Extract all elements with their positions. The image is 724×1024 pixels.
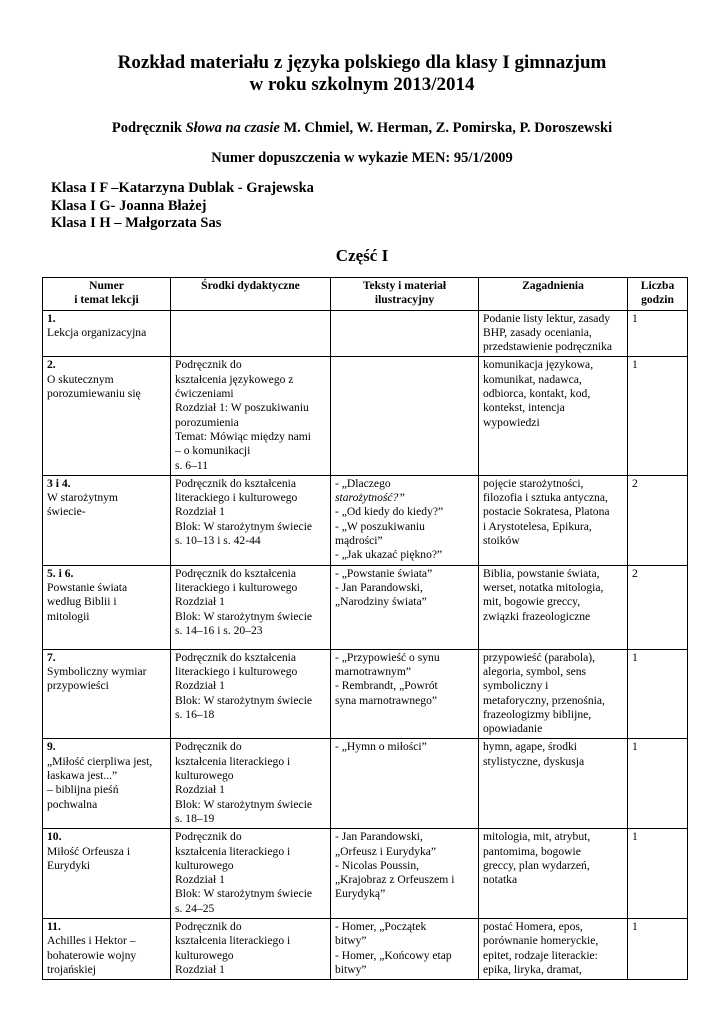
header-texts-materials: Teksty i materiał ilustracyjny: [331, 278, 479, 311]
teaching-means-line: – o komunikacji: [175, 444, 251, 458]
lesson-topic-line: świecie-: [47, 505, 86, 519]
texts-materials-cell: [331, 310, 479, 357]
texts-materials-line: - „Przypowieść o synu: [335, 650, 440, 664]
teaching-means-line: Blok: W starożytnym świecie: [175, 887, 313, 901]
issues-line: mitologia, mit, atrybut,: [483, 830, 591, 844]
issues-cell: [479, 475, 628, 565]
document-title: [0, 52, 724, 96]
lesson-topic-line: łaskawa jest...”: [47, 769, 118, 783]
class-line: Klasa I H – Małgorzata Sas: [51, 215, 222, 231]
teaching-means-line: kształcenia literackiego i: [175, 934, 291, 948]
part-heading: Część I: [335, 246, 389, 265]
teaching-means-cell: [171, 565, 331, 649]
teaching-means-line: Podręcznik do kształcenia: [175, 650, 297, 664]
teaching-means-line: Podręcznik do: [175, 830, 242, 844]
title-line-2: w roku szkolnym 2013/2014: [249, 74, 475, 95]
issues-line: przypowieść (parabola),: [483, 650, 596, 664]
teaching-means-line: Blok: W starożytnym świecie: [175, 609, 313, 623]
teaching-means-line: s. 18–19: [175, 811, 215, 825]
lesson-number-topic-cell: [43, 475, 171, 565]
hours-cell: [628, 357, 688, 475]
issues-cell: [479, 357, 628, 475]
lesson-number: 11.: [47, 919, 61, 933]
lesson-topic-line: porozumiewaniu się: [47, 387, 141, 401]
class-list: [51, 180, 314, 233]
lesson-topic-line: bohaterowie wojny: [47, 948, 137, 962]
teaching-means-line: Blok: W starożytnym świecie: [175, 797, 313, 811]
texts-materials-line: syna marnotrawnego”: [335, 693, 438, 707]
hours-value: 1: [632, 650, 638, 664]
texts-materials-cell: [331, 649, 479, 739]
hours-cell: [628, 475, 688, 565]
hours-cell: [628, 310, 688, 357]
header-issues: Zagadnienia: [479, 278, 628, 311]
texts-materials-line: marnotrawnym”: [335, 664, 411, 678]
teaching-means-line: Temat: Mówiąc między nami: [175, 429, 312, 443]
issues-line: kontekst, intencja: [483, 401, 565, 415]
issues-line: komunikat, nadawca,: [483, 372, 582, 386]
texts-materials-line: Eurydyką”: [335, 887, 386, 901]
teaching-means-line: Rozdział 1: [175, 679, 225, 693]
lesson-number: 7.: [47, 650, 56, 664]
hours-cell: [628, 649, 688, 739]
teaching-means-line: Blok: W starożytnym świecie: [175, 693, 313, 707]
table-row: [43, 739, 688, 829]
issues-line: Biblia, powstanie świata,: [483, 566, 600, 580]
issues-cell: [479, 918, 628, 979]
table-row: [43, 918, 688, 979]
issues-line: alegoria, symbol, sens: [483, 664, 587, 678]
texts-materials-cell: [331, 565, 479, 649]
texts-materials-cell: [331, 475, 479, 565]
issues-line: mit, bogowie greccy,: [483, 595, 581, 609]
teaching-means-line: Podręcznik do kształcenia: [175, 566, 297, 580]
lesson-number: 9.: [47, 740, 56, 754]
texts-materials-line: - Rembrandt, „Powrót: [335, 679, 438, 693]
table-header-row: [43, 278, 688, 311]
teaching-means-line: literackiego i kulturowego: [175, 491, 298, 505]
teaching-means-line: Rozdział 1: [175, 783, 225, 797]
texts-materials-line: - „Hymn o miłości”: [335, 740, 427, 754]
teaching-means-line: kulturowego: [175, 769, 234, 783]
lesson-number-topic-cell: [43, 649, 171, 739]
lesson-topic-line: według Biblii i: [47, 595, 117, 609]
lesson-number-topic-cell: [43, 565, 171, 649]
hours-value: 2: [632, 566, 638, 580]
issues-line: Podanie listy lektur, zasady: [483, 311, 611, 325]
hours-cell: [628, 918, 688, 979]
teaching-means-line: Rozdział 1: [175, 962, 225, 976]
issues-line: metaforyczny, przenośnia,: [483, 693, 605, 707]
texts-materials-cell: [331, 739, 479, 829]
issues-line: werset, notatka mitologia,: [483, 580, 604, 594]
table-row: [43, 310, 688, 357]
lesson-topic-line: Powstanie świata: [47, 580, 128, 594]
issues-line: greccy, plan wydarzeń,: [483, 858, 590, 872]
teaching-means-line: s. 16–18: [175, 707, 215, 721]
texts-materials-line: - „Powstanie świata”: [335, 566, 433, 580]
class-line: Klasa I G- Joanna Błażej: [51, 197, 207, 214]
lesson-number: 3 i 4.: [47, 476, 71, 490]
teaching-means-line: porozumienia: [175, 415, 239, 429]
texts-materials-line: - „Dlaczego: [335, 476, 391, 490]
lesson-topic-line: Lekcja organizacyjna: [47, 325, 147, 339]
texts-materials-line: - „Jak ukazać piękno?”: [335, 548, 443, 562]
issues-line: postać Homera, epos,: [483, 919, 583, 933]
teaching-means-line: Podręcznik do kształcenia: [175, 476, 297, 490]
issues-cell: [479, 649, 628, 739]
issues-line: odbiorca, kontakt, kod,: [483, 387, 591, 401]
texts-materials-line: - Homer, „Końcowy etap: [335, 948, 452, 962]
texts-materials-line: bitwy”: [335, 934, 367, 948]
approval-number: Numer dopuszczenia w wykazie MEN: 95/1/2009: [211, 150, 513, 166]
lesson-number-topic-cell: [43, 357, 171, 475]
lesson-topic-line: O skutecznym: [47, 372, 114, 386]
teaching-means-cell: [171, 739, 331, 829]
table-row: [43, 649, 688, 739]
texts-materials-cell: [331, 829, 479, 919]
header-hours: Liczba godzin: [628, 278, 688, 311]
hours-value: 1: [632, 830, 638, 844]
textbook-prefix: Podręcznik: [111, 120, 182, 136]
lesson-topic-line: pochwalna: [47, 797, 98, 811]
lesson-topic-line: – biblijna pieśń: [47, 783, 119, 797]
issues-line: wypowiedzi: [483, 415, 540, 429]
issues-line: związki frazeologiczne: [483, 609, 591, 623]
teaching-means-line: s. 6–11: [175, 458, 209, 472]
hours-value: 1: [632, 919, 638, 933]
issues-line: przedstawienie podręcznika: [483, 340, 613, 354]
header-teaching-means: Środki dydaktyczne: [171, 278, 331, 311]
issues-line: symboliczny i: [483, 679, 549, 693]
issues-line: epika, liryka, dramat,: [483, 962, 582, 976]
teaching-means-line: ćwiczeniami: [175, 387, 234, 401]
table-row: [43, 565, 688, 649]
lesson-topic-line: mitologii: [47, 609, 90, 623]
teaching-means-line: kształcenia literackiego i: [175, 844, 291, 858]
class-line: Klasa I F –Katarzyna Dublak - Grajewska: [51, 180, 314, 196]
hours-cell: [628, 829, 688, 919]
header-number-topic: Numer i temat lekcji: [43, 278, 171, 311]
teaching-means-line: Podręcznik do: [175, 919, 242, 933]
teaching-means-line: Rozdział 1: [175, 873, 225, 887]
teaching-means-cell: [171, 475, 331, 565]
teaching-means-line: literackiego i kulturowego: [175, 580, 298, 594]
texts-materials-line: - Jan Parandowski,: [335, 830, 423, 844]
issues-line: frazeologizmy biblijne,: [483, 707, 592, 721]
teaching-means-line: kształcenia literackiego i: [175, 754, 291, 768]
teaching-means-line: kulturowego: [175, 858, 234, 872]
issues-line: porównanie homeryckie,: [483, 934, 599, 948]
textbook-authors: M. Chmiel, W. Herman, Z. Pomirska, P. Doroszewski: [283, 120, 613, 136]
hours-value: 1: [632, 740, 638, 754]
textbook-title: Słowa na czasie: [185, 120, 280, 136]
texts-materials-line: bitwy”: [335, 962, 367, 976]
title-line-1: Rozkład materiału z języka polskiego dla klasy I gimnazjum: [117, 52, 607, 73]
texts-materials-line: - „Od kiedy do kiedy?”: [335, 505, 444, 519]
texts-materials-line: „Krajobraz z Orfeuszem i: [335, 873, 455, 887]
texts-materials-line: - Homer, „Początek: [335, 919, 427, 933]
teaching-means-line: s. 10–13 i s. 42-44: [175, 534, 261, 548]
texts-materials-line: mądrości”: [335, 534, 383, 548]
lesson-topic-line: W starożytnym: [47, 491, 118, 505]
table-row: [43, 357, 688, 475]
teaching-means-line: kulturowego: [175, 948, 234, 962]
lesson-topic-line: Eurydyki: [47, 858, 91, 872]
issues-line: opowiadanie: [483, 722, 543, 736]
lesson-topic-line: Achilles i Hektor –: [47, 934, 136, 948]
texts-materials-cell: [331, 918, 479, 979]
teaching-means-cell: [171, 357, 331, 475]
teaching-means-line: Blok: W starożytnym świecie: [175, 519, 313, 533]
lesson-number: 10.: [47, 830, 62, 844]
teaching-means-line: Rozdział 1: W poszukiwaniu: [175, 401, 309, 415]
lesson-topic-line: Miłość Orfeusza i: [47, 844, 131, 858]
texts-materials-line: - „W poszukiwaniu: [335, 519, 425, 533]
issues-line: postacie Sokratesa, Platona: [483, 505, 610, 519]
teaching-means-line: Rozdział 1: [175, 595, 225, 609]
lesson-number-topic-cell: [43, 829, 171, 919]
issues-line: filozofia i sztuka antyczna,: [483, 491, 608, 505]
texts-materials-line: „Orfeusz i Eurydyka”: [335, 844, 437, 858]
issues-line: komunikacja językowa,: [483, 358, 594, 372]
hours-value: 1: [632, 311, 638, 325]
hours-cell: [628, 739, 688, 829]
teaching-means-line: Podręcznik do: [175, 740, 242, 754]
issues-line: stylistyczne, dyskusja: [483, 754, 585, 768]
issues-line: pantomima, bogowie: [483, 844, 581, 858]
issues-line: BHP, zasady oceniania,: [483, 325, 592, 339]
lesson-number: 5. i 6.: [47, 566, 74, 580]
texts-materials-line: - Nicolas Poussin,: [335, 858, 420, 872]
lesson-topic-line: trojańskiej: [47, 962, 96, 976]
teaching-means-line: s. 24–25: [175, 901, 215, 915]
issues-line: i Arystotelesa, Epikura,: [483, 519, 592, 533]
teaching-means-line: s. 14–16 i s. 20–23: [175, 623, 263, 637]
texts-materials-line: „Narodziny świata”: [335, 595, 427, 609]
teaching-means-line: kształcenia językowego z: [175, 372, 294, 386]
table-row: [43, 829, 688, 919]
teaching-means-line: literackiego i kulturowego: [175, 664, 298, 678]
issues-line: hymn, agape, środki: [483, 740, 578, 754]
issues-line: pojęcie starożytności,: [483, 476, 584, 490]
issues-cell: [479, 565, 628, 649]
issues-cell: [479, 829, 628, 919]
teaching-means-cell: [171, 310, 331, 357]
hours-value: 2: [632, 476, 638, 490]
lesson-number-topic-cell: [43, 739, 171, 829]
hours-value: 1: [632, 358, 638, 372]
texts-materials-line: - Jan Parandowski,: [335, 580, 423, 594]
teaching-means-line: Podręcznik do: [175, 358, 242, 372]
teaching-means-cell: [171, 649, 331, 739]
teaching-means-line: Rozdział 1: [175, 505, 225, 519]
table-row: [43, 475, 688, 565]
texts-materials-line: starożytność?”: [335, 491, 405, 505]
lesson-number-topic-cell: [43, 918, 171, 979]
texts-materials-cell: [331, 357, 479, 475]
teaching-means-cell: [171, 829, 331, 919]
lesson-plan-table: [42, 277, 688, 980]
issues-line: notatka: [483, 873, 518, 887]
teaching-means-cell: [171, 918, 331, 979]
lesson-topic-line: „Miłość cierpliwa jest,: [47, 754, 153, 768]
issues-line: stoików: [483, 534, 520, 548]
hours-cell: [628, 565, 688, 649]
lesson-topic-line: przypowieści: [47, 679, 109, 693]
issues-line: epitet, rodzaje literackie:: [483, 948, 598, 962]
issues-cell: [479, 739, 628, 829]
issues-cell: [479, 310, 628, 357]
textbook-line: [0, 120, 724, 137]
lesson-number: 1.: [47, 311, 56, 325]
lesson-number-topic-cell: [43, 310, 171, 357]
lesson-number: 2.: [47, 358, 56, 372]
lesson-topic-line: Symboliczny wymiar: [47, 664, 147, 678]
